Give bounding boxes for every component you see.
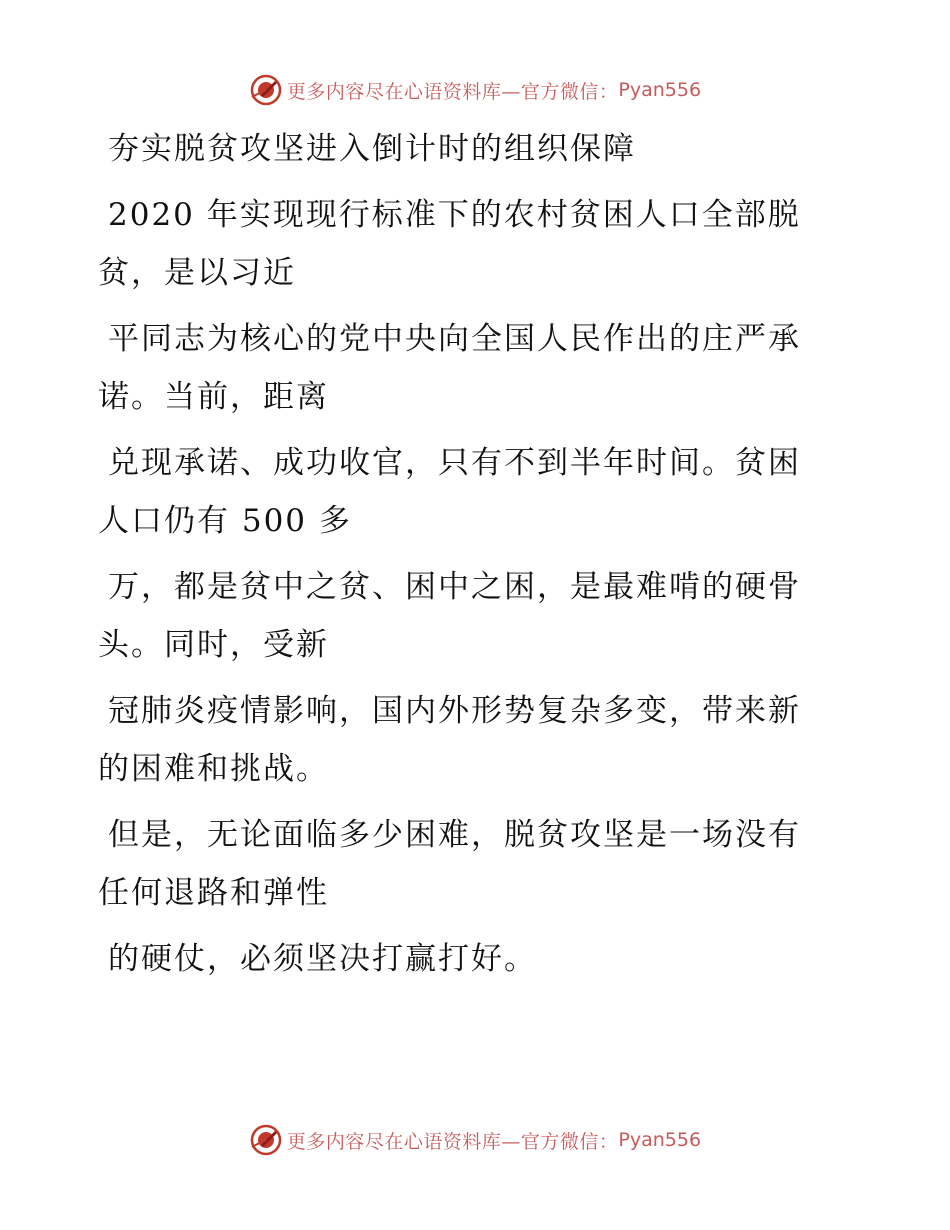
pen-logo-icon xyxy=(249,1123,283,1157)
watermark-wechat-id: Pyan556 xyxy=(618,1129,702,1151)
header-watermark xyxy=(0,70,950,110)
paragraph-line: 的硬仗，必须坚决打赢打好。 xyxy=(108,941,537,977)
paragraph-line: 人口仍有 500 多 xyxy=(98,503,352,539)
document-title: 夯实脱贫攻坚进入倒计时的组织保障 xyxy=(108,131,636,167)
paragraph-line: 冠肺炎疫情影响，国内外形势复杂多变，带来新 xyxy=(108,693,801,729)
paragraph-line: 头。同时，受新 xyxy=(98,627,329,663)
paragraph-line: 万，都是贫中之贫、困中之困，是最难啃的硬骨 xyxy=(108,569,801,605)
paragraph-line: 但是，无论面临多少困难，脱贫攻坚是一场没有 xyxy=(108,817,801,853)
paragraph-line: 的困难和挑战。 xyxy=(98,751,329,787)
watermark-text: 更多内容尽在心语资料库—官方微信： xyxy=(286,1130,619,1153)
paragraph-line: 诺。当前，距离 xyxy=(98,379,329,415)
paragraph-line: 贫，是以习近 xyxy=(98,255,296,291)
paragraph-line: 任何退路和弹性 xyxy=(98,875,329,911)
document-body xyxy=(98,120,838,988)
paragraph-line: 兑现承诺、成功收官，只有不到半年时间。贫困 xyxy=(108,445,801,481)
paragraph-line: 2020 年实现现行标准下的农村贫困人口全部脱 xyxy=(108,197,801,233)
footer-watermark xyxy=(0,1120,950,1160)
watermark-text: 更多内容尽在心语资料库—官方微信： xyxy=(286,80,619,103)
paragraph-line: 平同志为核心的党中央向全国人民作出的庄严承 xyxy=(108,321,801,357)
pen-logo-icon xyxy=(249,73,283,107)
watermark-wechat-id: Pyan556 xyxy=(618,79,702,101)
